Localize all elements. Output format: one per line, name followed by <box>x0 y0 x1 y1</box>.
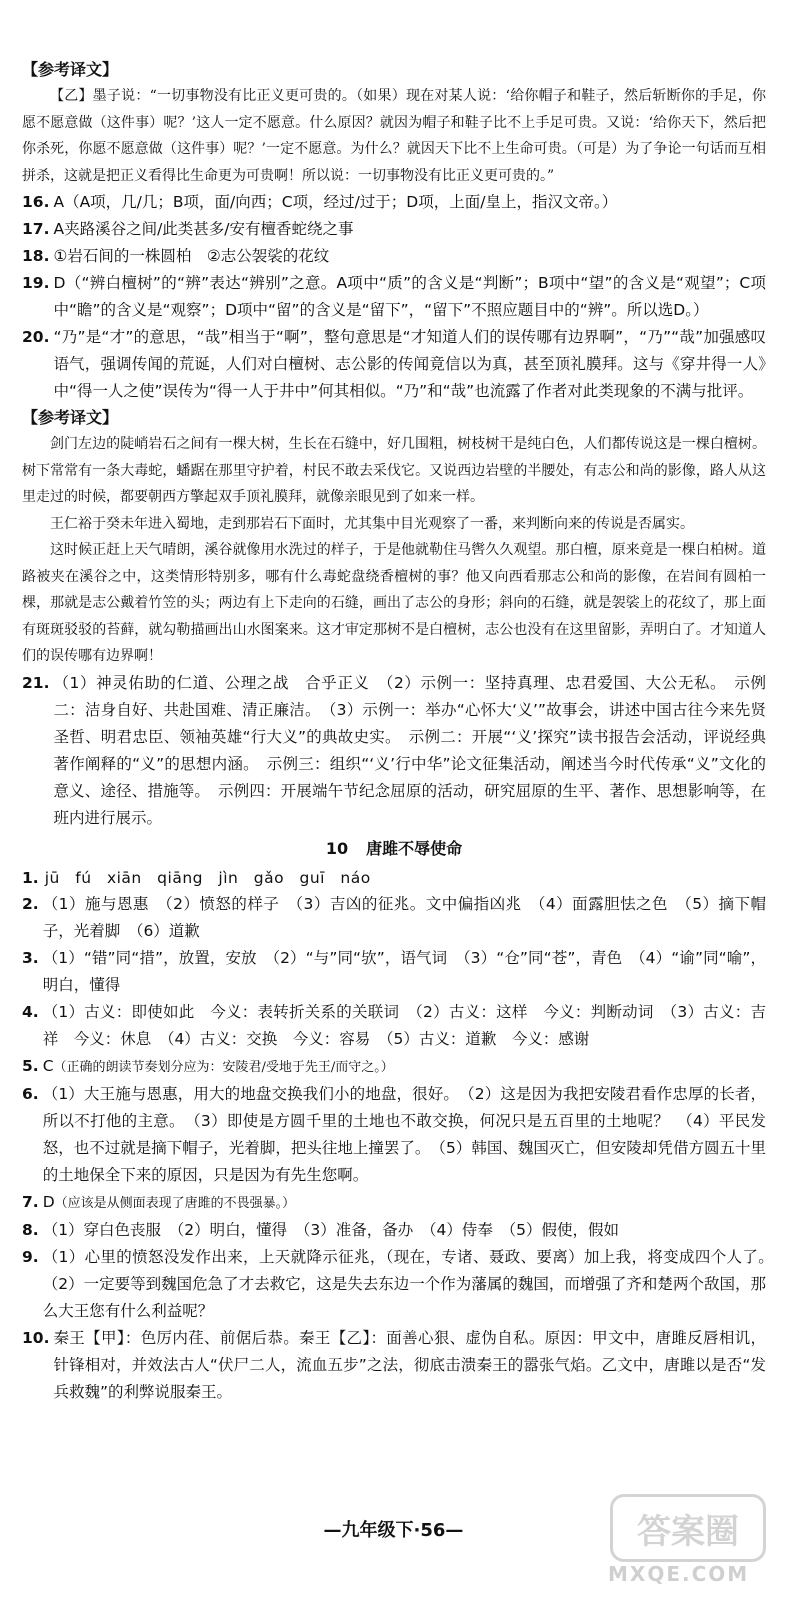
item-number: 2. <box>22 894 39 913</box>
answer-item <box>22 324 766 405</box>
answer-item <box>22 216 766 243</box>
item-number: 9. <box>22 1247 39 1266</box>
answer-item <box>22 1217 766 1244</box>
item-number: 4. <box>22 1002 39 1021</box>
item-number: 7. <box>22 1192 39 1211</box>
item-text: A（A项，几/几；B项，面/向西；C项，经过/过于；D项，上面/皇上，指汉文帝。） <box>53 193 618 211</box>
answer-item <box>22 243 766 270</box>
answer-page <box>22 0 782 1406</box>
pinyin-item <box>22 865 766 891</box>
item-text: （1）古义：即使如此 今义：表转折关系的关联词 （2）古义：这样 今义：判断动词 （3）古义：吉祥 今义：休息 （4）古义：交换 今义：容易 （5）古义：道歉 今义：感谢 <box>42 1002 766 1048</box>
item-text: “乃”是“才”的意思，“哉”相当于“啊”，整句意思是“才知道人们的误传哪有边界啊”，“乃”“哉”加强感叹语气，强调传闻的荒诞，人们对白檀树、志公影的传闻竟信以为真，甚至顶礼膜拜。这与《穿井得一人》中“得一人之使”误传为“得一人于井中”何其相似。“乃”和“哉”也流露了作者对此类现象的不满与批评。 <box>53 328 766 400</box>
item-number: 1. <box>22 868 39 887</box>
item-text: C <box>42 1056 54 1075</box>
answer-item <box>22 891 766 945</box>
item-number: 16. <box>22 193 50 211</box>
answer-item <box>22 270 766 324</box>
item-number: 20. <box>22 328 50 346</box>
section-title <box>22 834 766 864</box>
answer-item <box>22 1244 782 1325</box>
item-text: （1）神灵佑助的仁道、公理之战 合乎正义 （2）示例一：坚持真理、忠君爱国、大公无私。 示例二：洁身自好、共赴国难、清正廉洁。 （3）示例一：举办“心怀大‘义’”故事会，讲述中国古往今来先贤圣哲、明君忠臣、领袖英雄“行大义”的典故史实。 示例二：开展“‘义’探究”读书报告会活动，评说经典著作阐释的“义”的思想内涵。 示例三：组织“‘义’行中华”论文征集活动，阐述当今时代传承“义”文化的意义、途径、措施等。 示例四：开展端午节纪念屈原的活动，研究屈原的生平、著作、思想影响等，在班内进行展示。 <box>53 673 766 827</box>
item-number: 10. <box>22 1328 50 1347</box>
item-number: 18. <box>22 247 50 265</box>
item-number: 3. <box>22 948 39 967</box>
item-number: 19. <box>22 274 50 292</box>
translation-paragraph: 剑门左边的陡峭岩石之间有一棵大树，生长在石缝中，好几围粗，树枝树干是纯白色，人们都传说这是一棵白檀树。树下常常有一条大毒蛇，蟠踞在那里守护着，村民不敢去采伐它。又说西边岩壁的半腰处，有志公和尚的影像，路人从这里走过的时候，都要朝西方擎起双手顶礼膜拜，就像亲眼见到了如来一样。 <box>22 436 766 505</box>
item-text: 秦王【甲】：色厉内荏、前倨后恭。秦王【乙】：面善心狠、虚伪自私。原因：甲文中，唐雎反唇相讥，针锋相对，并效法古人“伏尸二人，流血五步”之法，彻底击溃秦王的嚣张气焰。乙文中，唐雎以是否“发兵救魏”的利弊说服秦王。 <box>53 1328 766 1401</box>
item-text: （1）穿白色丧服 （2）明白，懂得 （3）准备，备办 （4）侍奉 （5）假使，假如 <box>42 1220 619 1239</box>
item-text: ①岩石间的一株圆柏 ②志公袈裟的花纹 <box>53 247 330 265</box>
answer-item <box>22 999 766 1053</box>
pinyin-text: jū fú xiān qiāng jìn gǎo guī náo <box>44 868 371 887</box>
watermark-logo: 答案圈 <box>610 1494 766 1562</box>
answer-item <box>22 189 766 216</box>
answer-item <box>22 1189 766 1217</box>
item-note: （正确的朗读节奏划分应为：安陵君/受地于先王/而守之。） <box>53 1059 394 1075</box>
item-text: （1）施与恩惠 （2）愤怒的样子 （3）吉凶的征兆。文中偏指凶兆 （4）面露胆怯之色 （5）摘下帽子，光着脚 （6）道歉 <box>42 894 766 940</box>
answer-item <box>22 1325 766 1406</box>
page-footer: —九年级下·56— <box>323 1520 464 1541</box>
item-text: （1）大王施与恩惠，用大的地盘交换我们小的地盘，很好。 （2）这是因为我把安陵君看作忠厚的长者，所以不打他的主意。 （3）即使是方圆千里的土地也不敢交换，何况只是五百里的土地呢？ （4）平民发怒，也不过就是摘下帽子，光着脚，把头往地上撞罢了。 （5）韩国、魏国灭亡，但安陵却凭借方圆五十里的土地保全下来的原因，只是因为有先生您啊。 <box>42 1084 766 1184</box>
answer-item <box>22 1053 766 1081</box>
answer-item <box>22 1081 766 1189</box>
item-note: （应该是从侧面表现了唐雎的不畏强暴。） <box>54 1195 296 1211</box>
item-number: 6. <box>22 1084 39 1103</box>
item-text: （1）“错”同“措”，放置，安放 （2）“与”同“欤”，语气词 （3）“仓”同“苍”，青色 （4）“谕”同“喻”，明白，懂得 <box>42 948 766 994</box>
item-text: （1）心里的愤怒没发作出来，上天就降示征兆，（现在，专诸、聂政、要离）加上我，将变成四个人了。 （2）一定要等到魏国危急了才去救它，这是失去东边一个作为藩属的魏国，而增强了齐和楚两个敌国，那么大王您有什么利益呢？ <box>42 1247 782 1320</box>
item-text: A夹路溪谷之间/此类甚多/安有檀香蛇绕之事 <box>53 220 354 238</box>
section-header-translation-1: 【参考译文】 <box>22 60 119 79</box>
answer-item <box>22 670 766 832</box>
item-number: 8. <box>22 1220 39 1239</box>
watermark-site: MXQE.COM <box>608 1562 750 1586</box>
watermark <box>608 1488 768 1588</box>
section-header-translation-2: 【参考译文】 <box>22 408 119 427</box>
section-number: 10 <box>325 838 349 858</box>
translation-paragraph: 这时候正赶上天气晴朗，溪谷就像用水洗过的样子，于是他就勒住马辔久久观望。那白檀，原来竟是一棵白柏树。道路被夹在溪谷之中，这类情形特别多，哪有什么毒蛇盘绕香檀树的事？他又向西看那志公和尚的影像，在岩间有圆柏一棵，那就是志公戴着竹笠的头；两边有上下走向的石缝，画出了志公的身形；斜向的石缝，就是袈裟上的花纹了，那上面有斑斑驳驳的苔藓，就勾勒描画出山水图案来。这才审定那树不是白檀树，志公也没有在这里留影，弄明白了。才知道人们的误传哪有边界啊！ <box>22 542 766 664</box>
section-title-text: 唐雎不辱使命 <box>366 838 463 858</box>
item-number: 21. <box>22 673 50 692</box>
item-number: 17. <box>22 220 50 238</box>
translation-paragraph: 王仁裕于癸未年进入蜀地，走到那岩石下面时，尤其集中目光观察了一番，来判断向来的传说是否属实。 <box>50 515 694 532</box>
item-number: 5. <box>22 1056 39 1075</box>
item-text: D（“辨白檀树”的“辨”表达“辨别”之意。A项中“质”的含义是“判断”；B项中“望”的含义是“观望”；C项中“瞻”的含义是“观察”；D项中“留”的含义是“留下”，“留下”不照应题目中的“辨”。所以选D。） <box>53 274 766 319</box>
translation-paragraph: 【乙】墨子说：“一切事物没有比正义更可贵的。（如果）现在对某人说：‘给你帽子和鞋子，然后斩断你的手足，你愿不愿意做（这件事）呢？’这人一定不愿意。什么原因？就因为帽子和鞋子比不上手足可贵。又说：‘给你天下，然后把你杀死，你愿不愿意做（这件事）呢？’一定不愿意。为什么？就因天下比不上生命可贵。（可是）为了争论一句话而互相拼杀，这就是把正义看得比生命更为可贵啊！所以说：一切事物没有比正义更可贵的。” <box>22 88 766 184</box>
answer-item <box>22 945 766 999</box>
item-text: D <box>42 1192 55 1211</box>
